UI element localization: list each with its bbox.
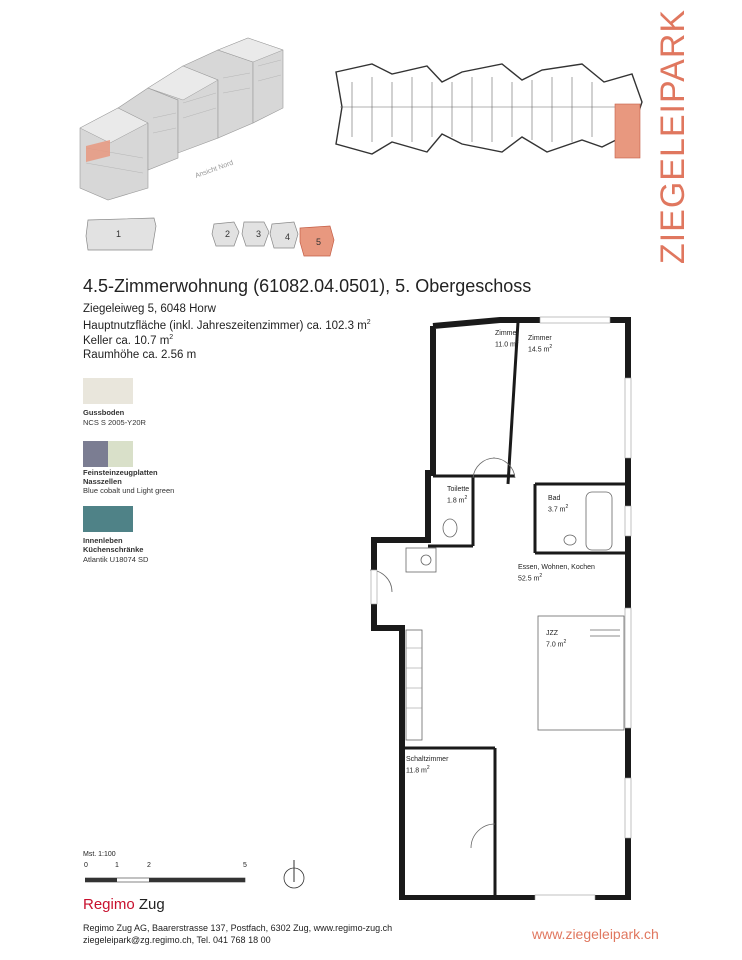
room-name: Zimmer xyxy=(528,335,552,342)
apartment-title: 4.5-Zimmerwohnung (61082.04.0501), 5. Obergeschoss xyxy=(83,276,532,296)
room-area-sup: 2 xyxy=(563,639,567,645)
block-selector xyxy=(84,214,344,264)
room-label-jzz xyxy=(546,630,566,649)
company-logo xyxy=(83,896,165,913)
room-name: Essen, Wohnen, Kochen xyxy=(518,564,595,571)
floor-overview-map xyxy=(332,52,644,164)
material-name-3: Innenleben Küchenschränke xyxy=(83,536,144,554)
room-area-sup: 2 xyxy=(549,344,553,350)
room-area: 11.0 m xyxy=(495,341,516,349)
scale-tick-0: 0 xyxy=(84,862,88,869)
company-name-red: Regimo xyxy=(83,896,135,913)
swatch-blue-cobalt xyxy=(83,441,108,467)
room-name: Toilette xyxy=(447,486,470,493)
main-area-line xyxy=(83,319,371,332)
room-label-schaltzimmer xyxy=(406,756,448,775)
room-area-sup: 2 xyxy=(539,573,543,579)
block-label-2: 2 xyxy=(225,229,231,239)
room-name: Bad xyxy=(548,495,561,502)
apartment-floor-plan xyxy=(340,308,640,900)
footer-address-1: Regimo Zug AG, Baarerstrasse 137, Postfach, 6302 Zug, www.regimo-zug.ch xyxy=(83,923,393,933)
room-name: JZZ xyxy=(546,630,559,637)
company-name-dark: Zug xyxy=(138,896,165,913)
scale-tick-2: 2 xyxy=(147,862,151,869)
scale-label: Mst. 1:100 xyxy=(83,851,116,858)
room-area: 1.8 m xyxy=(447,497,465,505)
room-label-bad xyxy=(548,495,568,514)
room-area: 7.0 m xyxy=(546,641,564,649)
room-area-sup: 2 xyxy=(515,339,519,345)
room-area-sup: 2 xyxy=(565,504,569,510)
scale-tick-5: 5 xyxy=(243,862,247,869)
room-label-toilette xyxy=(447,486,469,505)
footer-address-2: ziegeleipark@zg.regimo.ch, Tel. 041 768 18 00 xyxy=(83,935,271,945)
room-height: Raumhöhe ca. 2.56 m xyxy=(83,349,197,361)
block-label-3: 3 xyxy=(256,229,262,239)
swatch-atlantik xyxy=(83,506,133,532)
cellar-sup: 2 xyxy=(169,334,174,341)
isometric-building-view xyxy=(78,28,308,203)
room-label-zimmer-1 xyxy=(495,330,519,349)
cellar-line xyxy=(83,334,173,347)
website-link[interactable]: www.ziegeleipark.ch xyxy=(532,926,659,942)
swatch-light-green xyxy=(108,441,133,467)
block-label-4: 4 xyxy=(285,232,291,242)
block-4[interactable] xyxy=(270,222,298,248)
room-area-sup: 2 xyxy=(426,765,430,771)
room-name: Schaltzimmer xyxy=(406,756,449,763)
brand-title-text: ZIEGELEIPARK xyxy=(654,8,693,264)
material-name-2: Feinsteinzeugplatten Nasszellen xyxy=(83,468,158,486)
swatch-gussboden xyxy=(83,378,133,404)
room-name: Zimmer xyxy=(495,330,519,337)
room-area: 14.5 m xyxy=(528,346,550,354)
room-label-zimmer-2 xyxy=(528,335,552,354)
block-label-1: 1 xyxy=(116,229,122,239)
material-code-2: Blue cobalt und Light green xyxy=(83,486,175,495)
apartment-address: Ziegeleiweg 5, 6048 Horw xyxy=(83,303,216,315)
cellar-text: Keller ca. 10.7 m xyxy=(83,334,170,347)
north-arrow-icon xyxy=(282,858,306,890)
scale-tick-1: 1 xyxy=(115,862,119,869)
room-area: 11.8 m xyxy=(406,767,427,775)
view-label: Ansicht Nord xyxy=(194,159,235,180)
block-label-5: 5 xyxy=(316,237,322,247)
material-code-3: Atlantik U18074 SD xyxy=(83,555,149,564)
room-label-essen-wohnen xyxy=(518,564,595,583)
material-code-1: NCS S 2005-Y20R xyxy=(83,418,146,427)
scale-bar xyxy=(85,873,250,883)
room-area-sup: 2 xyxy=(464,495,468,501)
room-area: 3.7 m xyxy=(548,506,566,514)
brand-vertical-title xyxy=(654,8,693,264)
main-area-sup: 2 xyxy=(366,319,371,326)
material-name-1: Gussboden xyxy=(83,408,125,417)
main-area-text: Hauptnutzfläche (inkl. Jahreszeitenzimmer) ca. 102.3 m xyxy=(83,319,367,332)
room-area: 52.5 m xyxy=(518,575,540,583)
